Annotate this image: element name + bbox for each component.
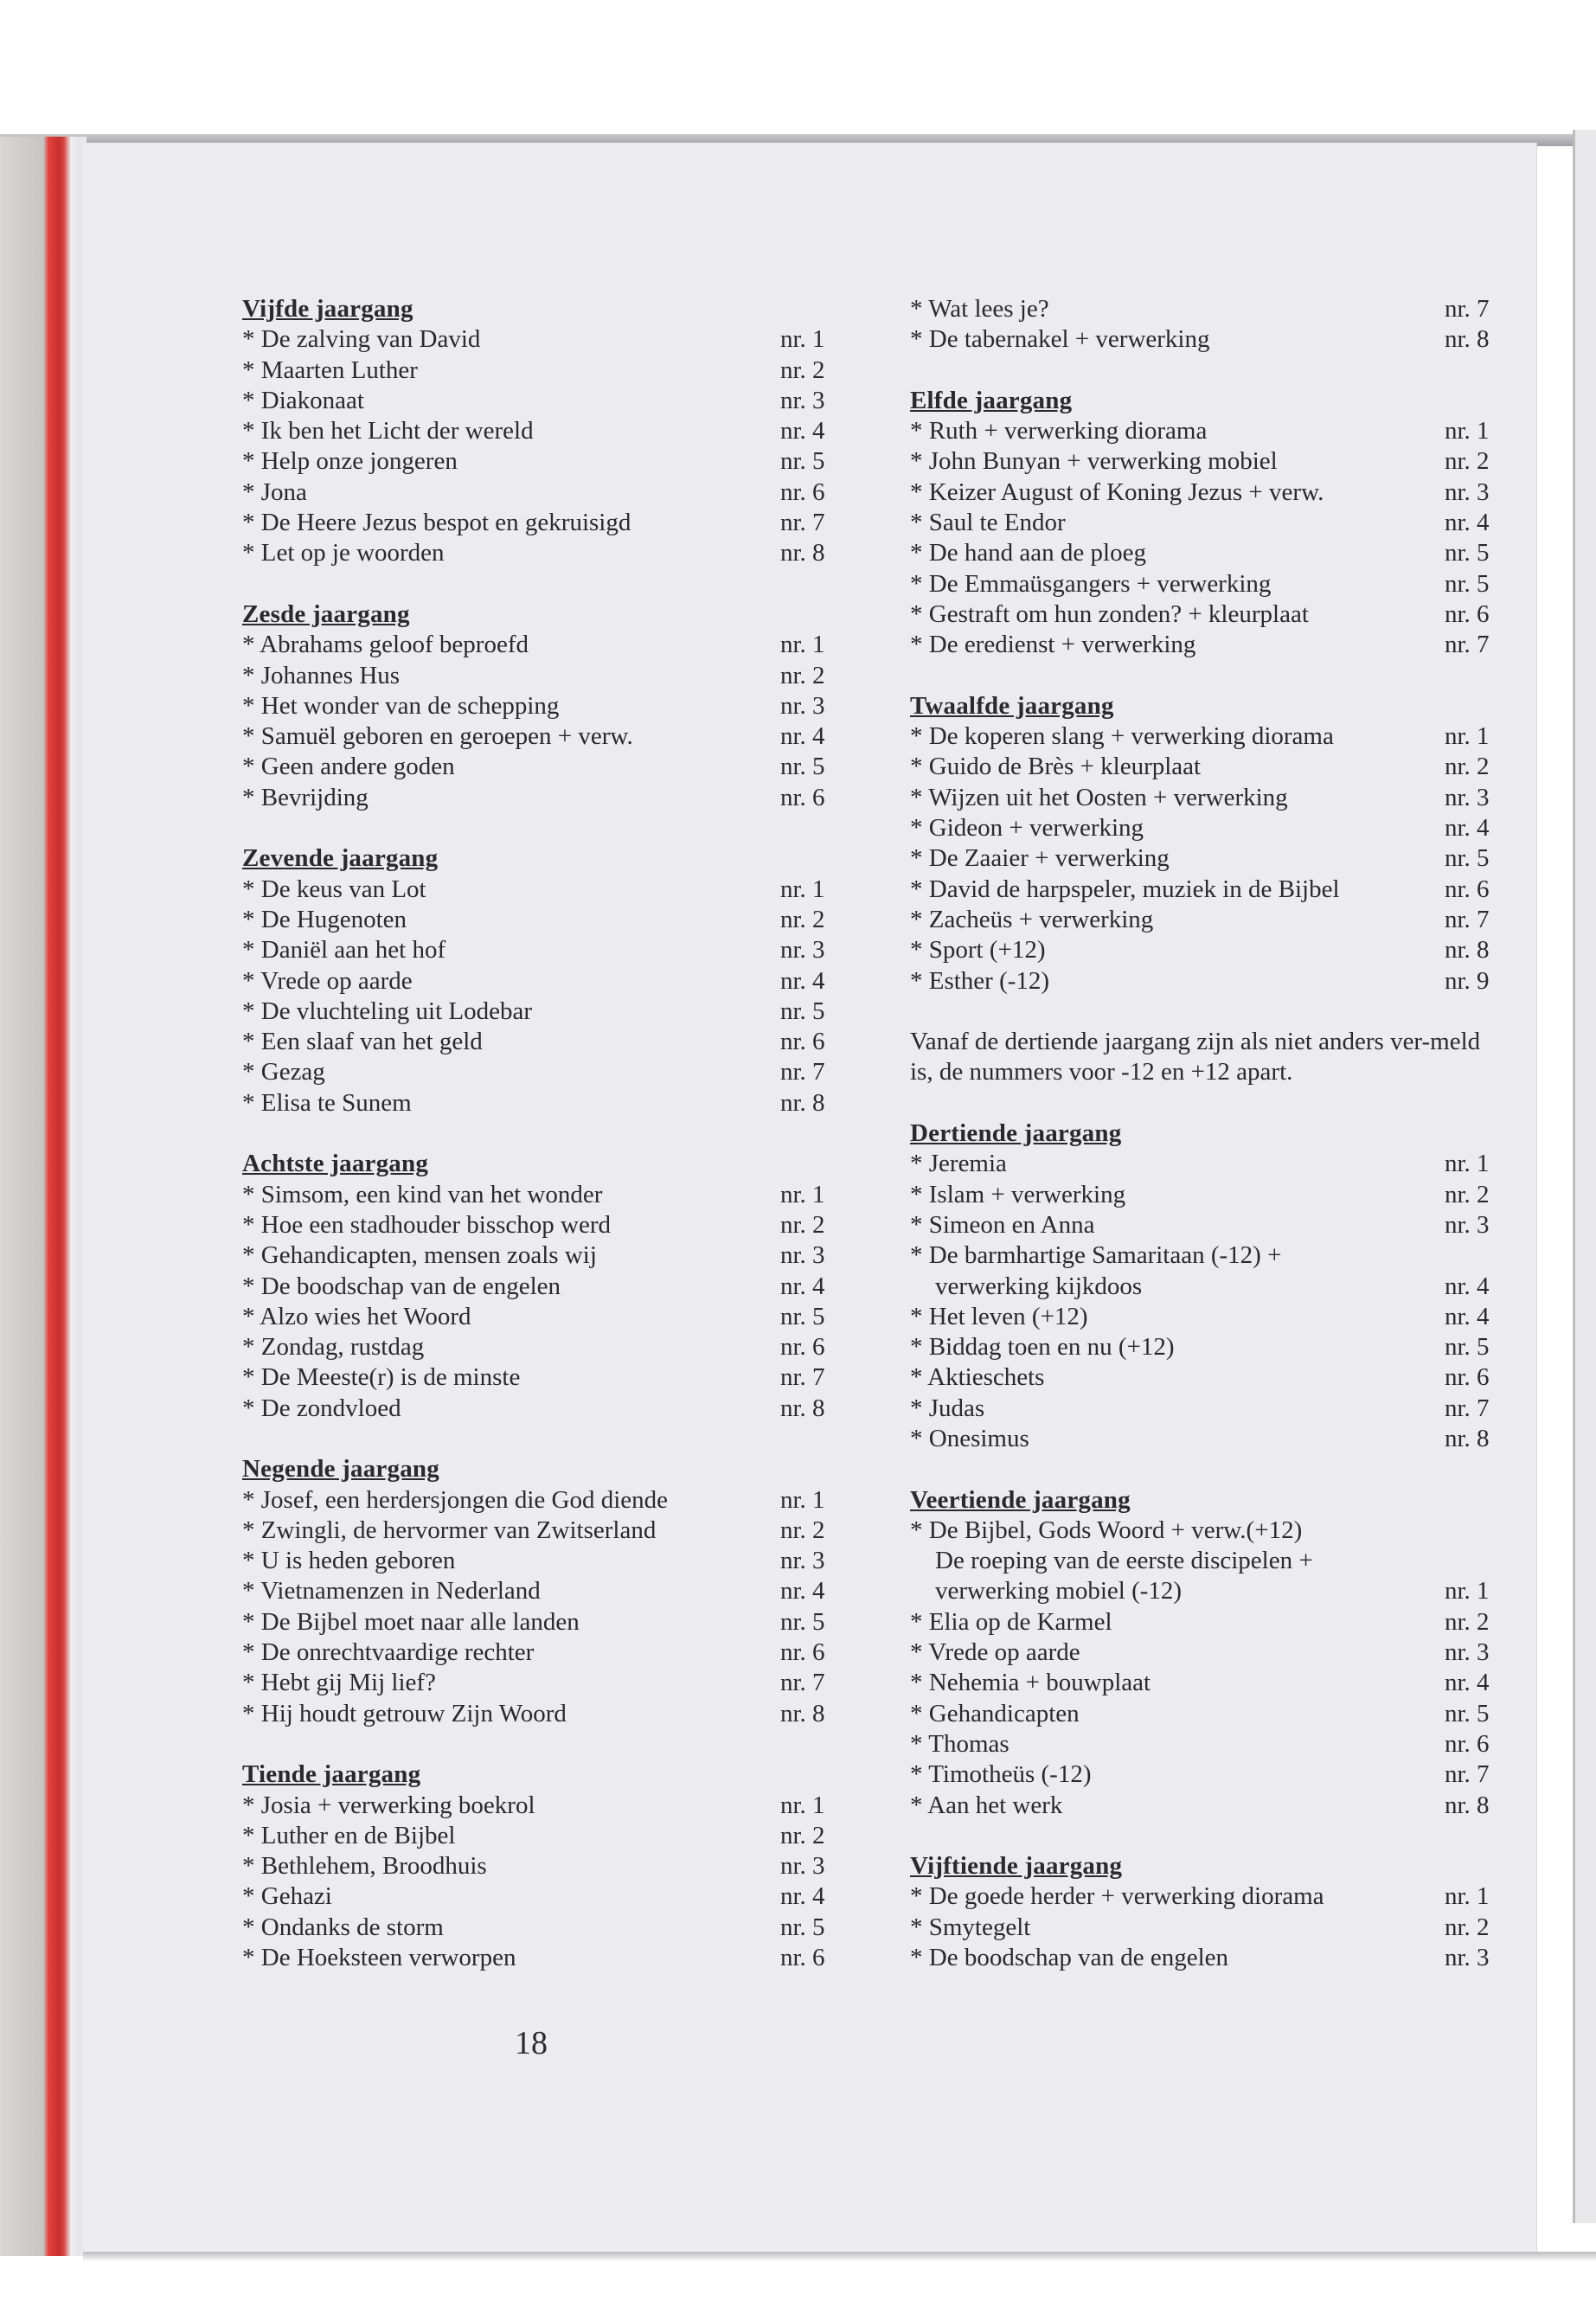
- item-title: * Het wonder van de schepping: [242, 691, 560, 720]
- item-title: * Islam + verwerking: [910, 1180, 1126, 1208]
- item-number: nr. 6: [780, 1333, 825, 1362]
- item-number: nr. 5: [780, 1913, 825, 1941]
- item-number: nr. 1: [780, 631, 825, 659]
- list-item-continuation: [910, 1546, 1505, 1576]
- item-title: * Een slaaf van het geld: [242, 1028, 483, 1056]
- item-number: nr. 3: [780, 936, 825, 965]
- list-item: [910, 1729, 1505, 1759]
- item-number: nr. 8: [1445, 1424, 1490, 1452]
- list-item: [910, 1943, 1505, 1973]
- page-number: 18: [515, 2025, 548, 2061]
- item-title: * Gehazi: [242, 1882, 332, 1911]
- item-title: * Ruth + verwerking diorama: [910, 417, 1208, 445]
- item-title: * Gestraft om hun zonden? + kleurplaat: [910, 599, 1309, 628]
- list-item: [242, 1699, 839, 1729]
- list-item: [242, 416, 839, 446]
- section-heading: Twaalfde jaargang: [910, 691, 1114, 720]
- item-title: * Elia op de Karmel: [910, 1607, 1112, 1636]
- list-item: [242, 966, 839, 997]
- list-item: [242, 1638, 839, 1668]
- list-item: [910, 1394, 1505, 1424]
- item-title: * John Bunyan + verwerking mobiel: [910, 447, 1278, 476]
- list-item-continuation: [910, 1576, 1505, 1606]
- list-item: [910, 905, 1505, 935]
- item-number: nr. 3: [1445, 783, 1490, 811]
- item-title: * De Emmaüsgangers + verwerking: [910, 569, 1272, 598]
- item-title: * Biddag toen en nu (+12): [910, 1333, 1175, 1362]
- item-number: nr. 2: [1445, 1913, 1490, 1941]
- item-title: * Zondag, rustdag: [242, 1333, 425, 1362]
- page-bottom-shadow: [83, 2252, 1596, 2260]
- item-number: nr. 1: [780, 875, 825, 903]
- item-title: * Guido de Brès + kleurplaat: [910, 753, 1202, 781]
- list-item: [242, 997, 839, 1027]
- item-number: nr. 8: [1445, 1791, 1490, 1819]
- item-number: nr. 3: [1445, 1210, 1490, 1239]
- section-heading: Zesde jaargang: [242, 599, 410, 628]
- item-number: nr. 8: [780, 1699, 825, 1727]
- item-title: * De Heere Jezus bespot en gekruisigd: [242, 509, 631, 537]
- item-title: * De tabernakel + verwerking: [910, 325, 1210, 354]
- item-title: * Gehandicapten, mensen zoals wij: [242, 1241, 597, 1270]
- list-item: [242, 1362, 839, 1393]
- item-number: nr. 6: [1445, 1729, 1490, 1758]
- item-number: nr. 4: [1445, 1272, 1490, 1300]
- list-item: [242, 691, 839, 721]
- item-title: * Ik ben het Licht der wereld: [242, 417, 534, 445]
- list-item: [242, 356, 839, 386]
- item-title: * De barmhartige Samaritaan (-12) +: [910, 1241, 1282, 1270]
- spacer: [242, 1118, 839, 1149]
- list-item: [910, 966, 1505, 997]
- item-title: * Gezag: [242, 1058, 325, 1086]
- list-item: [910, 1759, 1505, 1790]
- list-item: [242, 538, 839, 568]
- item-number: nr. 1: [1445, 417, 1490, 445]
- list-item: [242, 1485, 839, 1516]
- section-heading: Vijfde jaargang: [242, 295, 413, 323]
- item-number: nr. 8: [780, 1394, 825, 1422]
- item-title: * De zalving van David: [242, 325, 481, 354]
- item-title: * Esther (-12): [910, 966, 1050, 995]
- list-item: [242, 1576, 839, 1606]
- item-number: nr. 4: [1445, 509, 1490, 537]
- list-item: [910, 1607, 1505, 1638]
- item-number: nr. 4: [780, 1577, 825, 1606]
- item-number: nr. 7: [1445, 295, 1490, 323]
- item-number: nr. 3: [1445, 478, 1490, 506]
- list-item: [910, 1699, 1505, 1729]
- item-number: nr. 5: [1445, 844, 1490, 873]
- item-title: * Gideon + verwerking: [910, 814, 1144, 843]
- list-item: [242, 386, 839, 416]
- item-number: nr. 1: [1445, 722, 1490, 751]
- item-title: * Josia + verwerking boekrol: [242, 1791, 535, 1819]
- item-number: nr. 5: [1445, 1333, 1490, 1362]
- item-title: * De keus van Lot: [242, 875, 426, 903]
- list-item: [910, 1302, 1505, 1332]
- spacer: [910, 997, 1505, 1027]
- item-number: nr. 7: [1445, 631, 1490, 659]
- list-item: [242, 1180, 839, 1210]
- item-title: * De Bijbel, Gods Woord + verw.(+12): [910, 1516, 1303, 1544]
- list-item: [910, 752, 1505, 782]
- item-title: * David de harpspeler, muziek in de Bijbel: [910, 875, 1340, 903]
- section-heading: Achtste jaargang: [242, 1150, 429, 1178]
- item-title: * Maarten Luther: [242, 356, 418, 384]
- item-number: nr. 6: [1445, 1363, 1490, 1392]
- spacer: [910, 1088, 1505, 1118]
- item-number: nr. 3: [780, 1547, 825, 1575]
- spacer: [242, 813, 839, 843]
- item-title: * Let op je woorden: [242, 539, 445, 567]
- list-item: [910, 935, 1505, 965]
- list-item: [242, 1027, 839, 1057]
- item-number: nr. 7: [1445, 1394, 1490, 1422]
- item-title: * Wat lees je?: [910, 295, 1049, 323]
- item-title: * De eredienst + verwerking: [910, 631, 1196, 659]
- list-item: [242, 324, 839, 355]
- item-number: nr. 3: [1445, 1944, 1490, 1972]
- item-number: nr. 5: [780, 447, 825, 476]
- item-number: nr. 2: [780, 356, 825, 384]
- item-number: nr. 3: [780, 386, 825, 414]
- item-number: nr. 7: [780, 1363, 825, 1392]
- list-item: [242, 1851, 839, 1881]
- item-title: * Bethlehem, Broodhuis: [242, 1852, 487, 1881]
- list-item: [910, 599, 1505, 630]
- item-number: nr. 6: [780, 1944, 825, 1972]
- list-item: [242, 1607, 839, 1638]
- left-column: [242, 294, 839, 1973]
- item-title: * Johannes Hus: [242, 661, 401, 689]
- section-heading: Negende jaargang: [242, 1455, 439, 1484]
- spacer: [242, 1424, 839, 1454]
- section-heading: Dertiende jaargang: [910, 1119, 1122, 1148]
- section-heading: Zevende jaargang: [242, 844, 439, 873]
- list-item: [910, 1791, 1505, 1821]
- item-title: * Aktieschets: [910, 1363, 1045, 1392]
- item-number: nr. 8: [780, 539, 825, 567]
- list-item: [910, 1913, 1505, 1943]
- item-number: nr. 3: [780, 1241, 825, 1270]
- item-title: * De vluchteling uit Lodebar: [242, 997, 533, 1025]
- item-number: nr. 3: [780, 1852, 825, 1881]
- spacer: [242, 569, 839, 599]
- item-number: nr. 6: [780, 478, 825, 506]
- list-item: [910, 843, 1505, 874]
- item-title: * Simeon en Anna: [910, 1210, 1095, 1239]
- item-title: * Judas: [910, 1394, 985, 1422]
- list-item: [910, 569, 1505, 599]
- list-item: [910, 1332, 1505, 1362]
- item-title: * Sport (+12): [910, 936, 1046, 965]
- spacer: [910, 1454, 1505, 1484]
- item-number: nr. 1: [780, 1791, 825, 1819]
- item-number: nr. 6: [1445, 599, 1490, 628]
- item-title: * Gehandicapten: [910, 1699, 1080, 1727]
- list-item: [910, 294, 1505, 324]
- list-item: [242, 721, 839, 752]
- item-number: nr. 4: [780, 417, 825, 445]
- item-number: nr. 7: [1445, 905, 1490, 933]
- list-item: [242, 1057, 839, 1087]
- list-item: [910, 783, 1505, 813]
- list-item: [242, 935, 839, 965]
- list-item: [242, 875, 839, 905]
- item-number: nr. 2: [1445, 753, 1490, 781]
- list-item-continuation: [910, 1272, 1505, 1302]
- item-title: * U is heden geboren: [242, 1547, 456, 1575]
- list-item: [910, 1516, 1505, 1546]
- item-number: nr. 2: [780, 905, 825, 933]
- list-item: [242, 905, 839, 935]
- item-number: nr. 6: [780, 1638, 825, 1667]
- item-number: nr. 8: [780, 1088, 825, 1117]
- item-title: * Keizer August of Koning Jezus + verw.: [910, 478, 1324, 506]
- list-item: [242, 478, 839, 508]
- item-number: nr. 1: [1445, 1150, 1490, 1178]
- item-number: nr. 2: [1445, 447, 1490, 476]
- item-number: nr. 5: [780, 1607, 825, 1636]
- item-title: * Samuël geboren en geroepen + verw.: [242, 722, 633, 751]
- item-number: nr. 5: [780, 753, 825, 781]
- list-item: [910, 1424, 1505, 1454]
- item-number: nr. 7: [780, 1669, 825, 1697]
- list-item: [910, 416, 1505, 446]
- item-title: * De Hugenoten: [242, 905, 407, 933]
- item-title: * Jona: [242, 478, 307, 506]
- item-number: nr. 7: [780, 509, 825, 537]
- item-number: nr. 2: [1445, 1607, 1490, 1636]
- list-item: [242, 1088, 839, 1118]
- item-title: * De boodschap van de engelen: [242, 1272, 561, 1300]
- list-item: [910, 508, 1505, 538]
- list-item: [242, 1210, 839, 1240]
- item-title: * Smytegelt: [910, 1913, 1031, 1941]
- list-item: [242, 1668, 839, 1698]
- spacer: [910, 1821, 1505, 1851]
- list-item: [242, 1240, 839, 1271]
- list-item: [910, 538, 1505, 568]
- item-number: nr. 2: [780, 1821, 825, 1849]
- item-number: nr. 3: [1445, 1638, 1490, 1667]
- item-number: nr. 6: [1445, 875, 1490, 903]
- item-number: nr. 8: [1445, 936, 1490, 965]
- item-number: nr. 1: [1445, 1882, 1490, 1911]
- list-item: [242, 752, 839, 782]
- item-number: nr. 4: [1445, 1302, 1490, 1330]
- item-title: * De onrechtvaardige rechter: [242, 1638, 535, 1667]
- item-title: * De Bijbel moet naar alle landen: [242, 1607, 580, 1636]
- item-title: * Daniël aan het hof: [242, 936, 446, 965]
- list-item: [242, 446, 839, 477]
- list-item: [242, 1913, 839, 1943]
- spacer: [242, 1729, 839, 1759]
- item-number: nr. 4: [780, 1882, 825, 1911]
- list-item: [242, 1881, 839, 1912]
- item-title: * Luther en de Bijbel: [242, 1821, 456, 1849]
- item-number: nr. 1: [1445, 1577, 1490, 1606]
- item-title: * Saul te Endor: [910, 509, 1066, 537]
- item-title: * Vrede op aarde: [910, 1638, 1080, 1667]
- item-title: * De koperen slang + verwerking diorama: [910, 722, 1334, 751]
- item-number: nr. 6: [780, 783, 825, 811]
- item-title: * Josef, een herdersjongen die God diende: [242, 1485, 669, 1514]
- next-page-edge: [1573, 130, 1596, 2223]
- book-spine: [0, 137, 87, 2256]
- item-title: * Bevrijding: [242, 783, 369, 811]
- item-number: nr. 9: [1445, 966, 1490, 995]
- item-number: nr. 4: [780, 1272, 825, 1300]
- item-title: * Zwingli, de hervormer van Zwitserland: [242, 1516, 657, 1544]
- right-column: [910, 294, 1505, 1973]
- list-item: [242, 783, 839, 813]
- item-title: * Elisa te Sunem: [242, 1088, 412, 1117]
- item-title: De roeping van de eerste discipelen +: [935, 1547, 1313, 1575]
- list-item: [242, 1546, 839, 1576]
- list-item: [910, 1362, 1505, 1393]
- item-title: * De goede herder + verwerking diorama: [910, 1882, 1324, 1911]
- item-title: * Het leven (+12): [910, 1302, 1088, 1330]
- note-paragraph: Vanaf de dertiende jaargang zijn als niet anders ver-meld is, de nummers voor -12 en +12 apart.: [910, 1028, 1481, 1086]
- item-number: nr. 2: [780, 1210, 825, 1239]
- item-number: nr. 4: [1445, 1669, 1490, 1697]
- item-title: * Timotheüs (-12): [910, 1760, 1092, 1789]
- list-item: [910, 1210, 1505, 1240]
- list-item: [242, 508, 839, 538]
- item-title: * Onesimus: [910, 1424, 1029, 1452]
- item-title: * De zondvloed: [242, 1394, 401, 1422]
- list-item: [242, 1821, 839, 1851]
- item-number: nr. 4: [780, 722, 825, 751]
- list-item: [910, 446, 1505, 477]
- item-title: * De Meeste(r) is de minste: [242, 1363, 521, 1392]
- item-title: * De boodschap van de engelen: [910, 1944, 1229, 1972]
- list-item: [242, 1272, 839, 1302]
- item-title: * Hebt gij Mij lief?: [242, 1669, 436, 1697]
- list-item: [910, 875, 1505, 905]
- list-item: [242, 1394, 839, 1424]
- item-title: * De Zaaier + verwerking: [910, 844, 1170, 873]
- item-number: nr. 1: [780, 1485, 825, 1514]
- item-title: * Alzo wies het Woord: [242, 1302, 471, 1330]
- section-heading: Veertiende jaargang: [910, 1485, 1131, 1514]
- item-number: nr. 4: [1445, 814, 1490, 843]
- item-number: nr. 2: [780, 1516, 825, 1544]
- item-title: * Vrede op aarde: [242, 966, 413, 995]
- item-title: * Zacheüs + verwerking: [910, 905, 1154, 933]
- item-title: * Thomas: [910, 1729, 1010, 1758]
- list-item: [242, 661, 839, 691]
- item-title: * De hand aan de ploeg: [910, 539, 1146, 567]
- item-title: * Help onze jongeren: [242, 447, 458, 476]
- item-title: verwerking mobiel (-12): [935, 1577, 1183, 1606]
- item-number: nr. 7: [1445, 1760, 1490, 1789]
- item-title: * Nehemia + bouwplaat: [910, 1669, 1151, 1697]
- item-title: * Aan het werk: [910, 1791, 1063, 1819]
- section-heading: Tiende jaargang: [242, 1760, 421, 1789]
- list-item: [910, 813, 1505, 843]
- list-item: [242, 1332, 839, 1362]
- list-item: [910, 630, 1505, 660]
- list-item: [242, 1302, 839, 1332]
- list-item: [242, 630, 839, 660]
- item-number: nr. 2: [780, 661, 825, 689]
- item-number: nr. 1: [780, 325, 825, 354]
- item-number: nr. 5: [1445, 1699, 1490, 1727]
- spacer: [910, 356, 1505, 386]
- item-number: nr. 6: [780, 1028, 825, 1056]
- item-title: * Vietnamenzen in Nederland: [242, 1577, 541, 1606]
- item-number: nr. 4: [780, 966, 825, 995]
- item-title: * Simsom, een kind van het wonder: [242, 1180, 603, 1208]
- item-number: nr. 1: [780, 1180, 825, 1208]
- list-item: [242, 1943, 839, 1973]
- section-heading: Vijftiende jaargang: [910, 1852, 1123, 1881]
- item-title: * Hij houdt getrouw Zijn Woord: [242, 1699, 567, 1727]
- list-item: [910, 478, 1505, 508]
- item-number: nr. 7: [780, 1058, 825, 1086]
- item-number: nr. 5: [1445, 569, 1490, 598]
- item-number: nr. 3: [780, 691, 825, 720]
- list-item: [910, 1240, 1505, 1271]
- item-title: * Geen andere goden: [242, 753, 455, 781]
- list-item: [910, 1180, 1505, 1210]
- item-title: * Diakonaat: [242, 386, 364, 414]
- item-number: nr. 5: [780, 997, 825, 1025]
- list-item: [242, 1516, 839, 1546]
- item-title: * Wijzen uit het Oosten + verwerking: [910, 783, 1288, 811]
- list-item: [910, 1638, 1505, 1668]
- item-title: * Jeremia: [910, 1150, 1007, 1178]
- item-number: nr. 5: [780, 1302, 825, 1330]
- list-item: [910, 721, 1505, 752]
- item-title: * De Hoeksteen verworpen: [242, 1944, 516, 1972]
- section-heading: Elfde jaargang: [910, 386, 1073, 414]
- item-title: verwerking kijkdoos: [935, 1272, 1143, 1300]
- spacer: [910, 661, 1505, 691]
- list-item: [910, 1668, 1505, 1698]
- item-number: nr. 8: [1445, 325, 1490, 354]
- item-number: nr. 2: [1445, 1180, 1490, 1208]
- list-item: [910, 1881, 1505, 1912]
- item-title: * Abrahams geloof beproefd: [242, 631, 529, 659]
- item-title: * Ondanks de storm: [242, 1913, 444, 1941]
- list-item: [910, 324, 1505, 355]
- item-number: nr. 5: [1445, 539, 1490, 567]
- list-item: [242, 1791, 839, 1821]
- list-item: [910, 1149, 1505, 1179]
- item-title: * Hoe een stadhouder bisschop werd: [242, 1210, 612, 1239]
